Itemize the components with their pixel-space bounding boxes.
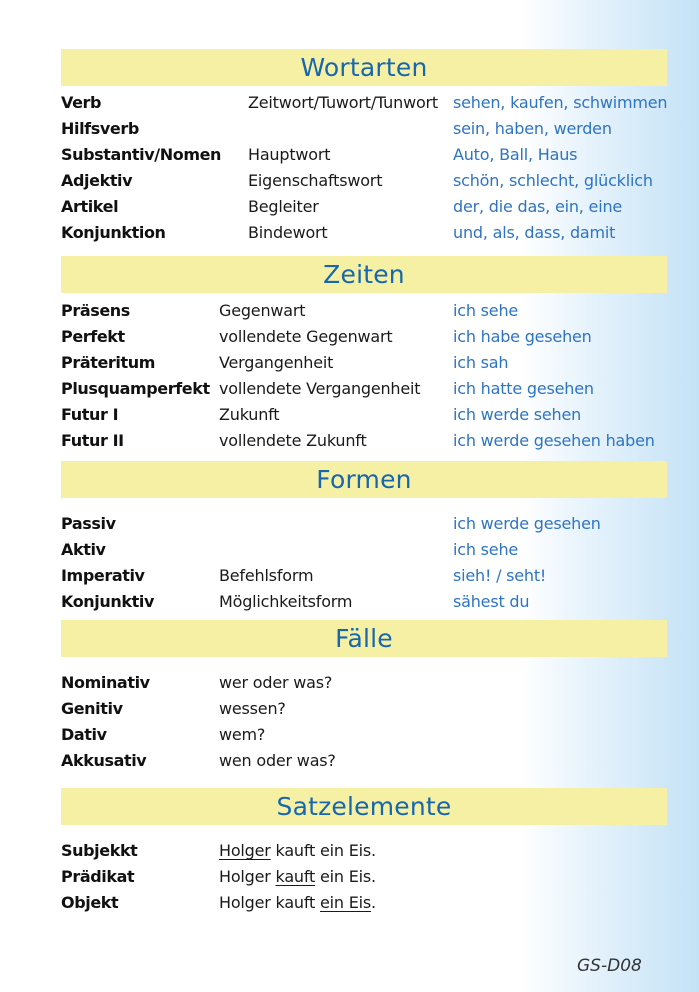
term: Subjekkt xyxy=(61,841,138,860)
card-code: GS-D08 xyxy=(577,956,642,976)
table-row xyxy=(0,220,699,246)
german-term: Zeitwort/Tuwort/Tunwort xyxy=(248,93,438,112)
table-row xyxy=(0,428,699,454)
sentence-part: . xyxy=(371,893,376,912)
german-term: Begleiter xyxy=(248,197,319,216)
example-sentence xyxy=(219,838,376,864)
section-title-formen: Formen xyxy=(61,461,667,498)
term: Adjektiv xyxy=(61,171,133,190)
term: Präsens xyxy=(61,301,130,320)
example: und, als, dass, damit xyxy=(453,223,616,242)
table-row xyxy=(0,838,699,864)
german-term: Hauptwort xyxy=(248,145,331,164)
table-row xyxy=(0,324,699,350)
german-term: Eigenschaftswort xyxy=(248,171,383,190)
term: Futur II xyxy=(61,431,124,450)
german-term: vollendete Vergangenheit xyxy=(219,379,421,398)
table-row xyxy=(0,864,699,890)
term: Hilfsverb xyxy=(61,119,139,138)
term: Futur I xyxy=(61,405,119,424)
german-term: Vergangenheit xyxy=(219,353,334,372)
underlined-part: kauft xyxy=(275,867,316,886)
term: Verb xyxy=(61,93,102,112)
table-row xyxy=(0,142,699,168)
example: sein, haben, werden xyxy=(453,119,612,138)
example: ich hatte gesehen xyxy=(453,379,594,398)
table-row xyxy=(0,537,699,563)
example: ich sah xyxy=(453,353,509,372)
term: Akkusativ xyxy=(61,751,147,770)
table-row xyxy=(0,350,699,376)
term: Imperativ xyxy=(61,566,145,585)
term: Artikel xyxy=(61,197,119,216)
example: Auto, Ball, Haus xyxy=(453,145,578,164)
example: ich habe gesehen xyxy=(453,327,592,346)
example: der, die das, ein, eine xyxy=(453,197,623,216)
term: Aktiv xyxy=(61,540,106,559)
sentence-part: kauft ein Eis. xyxy=(270,841,376,860)
table-row xyxy=(0,298,699,324)
example: ich werde gesehen xyxy=(453,514,601,533)
table-row xyxy=(0,722,699,748)
table-row xyxy=(0,511,699,537)
table-row xyxy=(0,670,699,696)
underlined-part: Holger xyxy=(219,841,271,860)
table-row xyxy=(0,90,699,116)
term: Konjunktiv xyxy=(61,592,154,611)
table-row xyxy=(0,563,699,589)
german-term: Zukunft xyxy=(219,405,280,424)
example: schön, schlecht, glücklich xyxy=(453,171,653,190)
term: Präteritum xyxy=(61,353,156,372)
german-term: vollendete Gegenwart xyxy=(219,327,393,346)
term: Nominativ xyxy=(61,673,150,692)
term: Objekt xyxy=(61,893,119,912)
question: wer oder was? xyxy=(219,673,333,692)
term: Prädikat xyxy=(61,867,135,886)
table-row xyxy=(0,194,699,220)
german-term: Befehlsform xyxy=(219,566,314,585)
table-row xyxy=(0,116,699,142)
table-row xyxy=(0,168,699,194)
section-title-satzelemente: Satzelemente xyxy=(61,788,667,825)
example-sentence xyxy=(219,890,376,916)
term: Passiv xyxy=(61,514,116,533)
section-title-wortarten: Wortarten xyxy=(61,49,667,86)
sentence-part: Holger kauft xyxy=(219,893,320,912)
example: ich werde gesehen haben xyxy=(453,431,655,450)
term: Substantiv/Nomen xyxy=(61,145,222,164)
german-term: Möglichkeitsform xyxy=(219,592,353,611)
table-row xyxy=(0,376,699,402)
question: wen oder was? xyxy=(219,751,336,770)
example: sähest du xyxy=(453,592,530,611)
german-term: Bindewort xyxy=(248,223,328,242)
table-row xyxy=(0,696,699,722)
term: Perfekt xyxy=(61,327,125,346)
german-term: Gegenwart xyxy=(219,301,306,320)
question: wessen? xyxy=(219,699,286,718)
term: Dativ xyxy=(61,725,107,744)
example: sehen, kaufen, schwimmen xyxy=(453,93,668,112)
term: Genitiv xyxy=(61,699,123,718)
example: ich sehe xyxy=(453,301,519,320)
table-row xyxy=(0,402,699,428)
term: Konjunktion xyxy=(61,223,166,242)
example: sieh! / seht! xyxy=(453,566,547,585)
example: ich werde sehen xyxy=(453,405,582,424)
sentence-part: ein Eis. xyxy=(315,867,376,886)
underlined-part: ein Eis xyxy=(319,893,371,912)
table-row xyxy=(0,890,699,916)
section-title-zeiten: Zeiten xyxy=(61,256,667,293)
section-title-faelle: Fälle xyxy=(61,620,667,657)
example: ich sehe xyxy=(453,540,519,559)
german-term: vollendete Zukunft xyxy=(219,431,367,450)
table-row xyxy=(0,748,699,774)
term: Plusquamperfekt xyxy=(61,379,210,398)
question: wem? xyxy=(219,725,266,744)
example-sentence xyxy=(219,864,376,890)
table-row xyxy=(0,589,699,615)
sentence-part: Holger xyxy=(219,867,276,886)
